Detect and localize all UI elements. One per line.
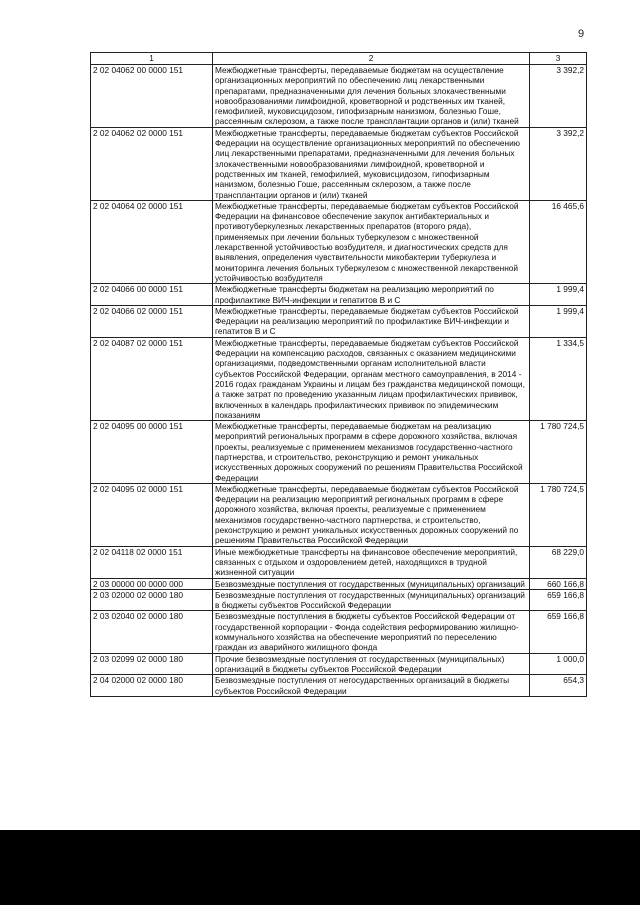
row-amount: 1 780 724,5 [530,421,587,484]
table-row [91,546,587,578]
row-code: 2 02 04066 00 0000 151 [91,284,213,306]
row-code: 2 02 04064 02 0000 151 [91,200,213,283]
row-name: Межбюджетные трансферты бюджетам на реализацию мероприятий по профилактике ВИЧ-инфекции и гепатитов В и С [213,284,530,306]
row-code: 2 04 02000 02 0000 180 [91,675,213,697]
row-name: Межбюджетные трансферты, передаваемые бюджетам субъектов Российской Федерации на финансовое обеспечение закупок антибактериальных и противотуберкулезных лекарственных препаратов (второго ряда), применяемых при лечении больных туберкулезом с множественной лекарственной устойчивостью возбудителя, и диагностических средств для выявления, определения чувствительности микобактерии туберкулеза и мониторинга лечения больных туберкулезом с множественной лекарственной устойчивостью возбудителя [213,200,530,283]
row-code: 2 03 02000 02 0000 180 [91,589,213,611]
table-row [91,483,587,546]
budget-revenue-table [90,52,587,697]
table-row [91,675,587,697]
row-amount: 3 392,2 [530,127,587,200]
row-name: Межбюджетные трансферты, передаваемые бюджетам субъектов Российской Федерации на реализацию мероприятий по профилактике ВИЧ-инфекции и гепатитов В и С [213,305,530,337]
table-row [91,421,587,484]
row-amount: 68 229,0 [530,546,587,578]
page-number: 9 [578,28,585,40]
row-amount: 654,3 [530,675,587,697]
table-row [91,305,587,337]
row-amount: 660 166,8 [530,578,587,589]
column-header-amount: 3 [530,53,587,65]
row-name: Безвозмездные поступления от государственных (муниципальных) организаций в бюджеты субъектов Российской Федерации [213,589,530,611]
row-amount: 1 999,4 [530,305,587,337]
row-code: 2 02 04118 02 0000 151 [91,546,213,578]
row-name: Межбюджетные трансферты, передаваемые бюджетам субъектов Российской Федерации на реализацию мероприятий региональных программ в сфере дорожного хозяйства, включая проекты, реализуемые с применением механизмов государственно-частного партнерства, и строительство, реконструкцию и ремонт уникальных искусственных дорожных сооружений по решениям Правительства Российской Федерации [213,483,530,546]
row-code: 2 02 04066 02 0000 151 [91,305,213,337]
table-row [91,284,587,306]
row-amount: 1 334,5 [530,337,587,420]
row-code: 2 02 04062 02 0000 151 [91,127,213,200]
column-header-name: 2 [213,53,530,65]
table-row [91,65,587,128]
row-amount: 16 465,6 [530,200,587,283]
row-name: Прочие безвозмездные поступления от государственных (муниципальных) организаций в бюджеты субъектов Российской Федерации [213,653,530,675]
row-name: Межбюджетные трансферты, передаваемые бюджетам на реализацию мероприятий региональных программ в сфере дорожного хозяйства, включая проекты, реализуемые с применением механизмов государственно-частного партнерства, и строительство, реконструкцию и ремонт уникальных искусственных дорожных сооружений по решениям Правительства Российской Федерации [213,421,530,484]
column-header-code: 1 [91,53,213,65]
row-code: 2 03 02099 02 0000 180 [91,653,213,675]
row-code: 2 02 04087 02 0000 151 [91,337,213,420]
row-name: Безвозмездные поступления от государственных (муниципальных) организаций [213,578,530,589]
table-header-row [91,53,587,65]
table-row [91,611,587,653]
row-name: Межбюджетные трансферты, передаваемые бюджетам субъектов Российской Федерации на компенсацию расходов, связанных с оказанием медицинскими организациями, подведомственными органам исполнительной власти субъектов Российской Федерации, органам местного самоуправления, в 2014 - 2016 годах гражданам Украины и лицам без гражданства медицинской помощи, а также затрат по проведению указанным лицам профилактических прививок, включенных в календарь профилактических прививок по эпидемическим показаниям [213,337,530,420]
row-amount: 1 999,4 [530,284,587,306]
table-row [91,653,587,675]
row-code: 2 03 00000 00 0000 000 [91,578,213,589]
row-name: Безвозмездные поступления в бюджеты субъектов Российской Федерации от государственной корпорации - Фонда содействия реформированию жилищно-коммунального хозяйства на обеспечение мероприятий по переселению граждан из аварийного жилищного фонда [213,611,530,653]
table-row [91,200,587,283]
row-name: Иные межбюджетные трансферты на финансовое обеспечение мероприятий, связанных с отдыхом и оздоровлением детей, находящихся в трудной жизненной ситуации [213,546,530,578]
row-name: Межбюджетные трансферты, передаваемые бюджетам на осуществление организационных мероприятий по обеспечению лиц лекарственными препаратами, предназначенными для лечения больных злокачественными новообразованиями лимфоидной, кроветворной и родственных им тканей, гемофилией, муковисцидозом, гипофизарным нанизмом, болезнью Гоше, рассеянным склерозом, а также после трансплантации органов и (или) тканей [213,65,530,128]
row-code: 2 02 04095 02 0000 151 [91,483,213,546]
scan-bottom-border [0,830,640,905]
row-amount: 659 166,8 [530,611,587,653]
row-code: 2 02 04062 00 0000 151 [91,65,213,128]
row-amount: 1 000,0 [530,653,587,675]
table-row [91,578,587,589]
row-code: 2 02 04095 00 0000 151 [91,421,213,484]
row-code: 2 03 02040 02 0000 180 [91,611,213,653]
row-amount: 659 166,8 [530,589,587,611]
row-amount: 1 780 724,5 [530,483,587,546]
row-name: Межбюджетные трансферты, передаваемые бюджетам субъектов Российской Федерации на осуществление организационных мероприятий по обеспечению лиц лекарственными препаратами, предназначенными для лечения больных злокачественными новообразованиями лимфоидной, кроветворной и родственных им тканей, гемофилией, муковисцидозом, гипофизарным нанизмом, болезнью Гоше, рассеянным склерозом, а также после трансплантации органов и (или) тканей [213,127,530,200]
table-row [91,589,587,611]
row-name: Безвозмездные поступления от негосударственных организаций в бюджеты субъектов Российской Федерации [213,675,530,697]
table-row [91,127,587,200]
table-row [91,337,587,420]
row-amount: 3 392,2 [530,65,587,128]
